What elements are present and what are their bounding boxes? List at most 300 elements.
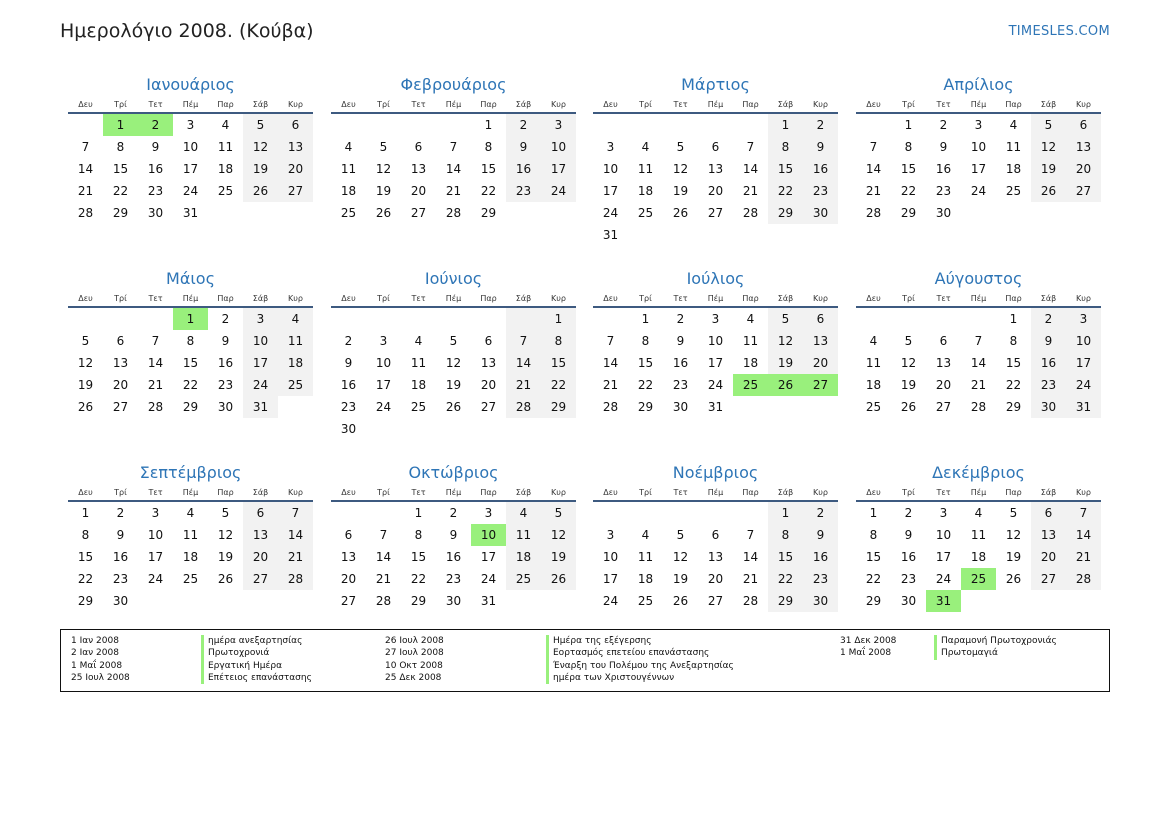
day-cell: 30 (1031, 396, 1066, 418)
day-cell: 12 (375, 162, 392, 176)
weekday-label: Τετ (411, 488, 426, 497)
month-10 (331, 463, 576, 612)
day-cell: 19 (1031, 158, 1066, 180)
empty-cell (103, 308, 138, 330)
empty-cell (733, 396, 768, 418)
day-cell: 2 (803, 114, 838, 136)
empty-cell (856, 114, 891, 136)
calendar-week (593, 224, 838, 246)
month-name: Μάιος (166, 269, 215, 288)
weekday-label: Παρ (217, 294, 234, 303)
empty-cell (1031, 590, 1066, 612)
month-name: Οκτώβριος (408, 463, 499, 482)
weekday-label: Σάβ (252, 488, 269, 497)
day-cell: 15 (182, 356, 199, 370)
day-cell: 10 (147, 528, 164, 542)
day-cell: 17 (602, 572, 619, 586)
day-cell: 22 (768, 568, 803, 590)
day-cell: 20 (410, 184, 427, 198)
legend-date: 26 Ιουλ 2008 (385, 636, 444, 646)
day-cell: 6 (414, 140, 423, 154)
calendar-week (68, 546, 313, 568)
calendar-week (856, 158, 1101, 180)
day-cell: 27 (935, 400, 952, 414)
day-cell: 28 (865, 206, 882, 220)
day-cell: 18 (742, 356, 759, 370)
day-cell: 27 (1031, 568, 1066, 590)
day-cell: 15 (1005, 356, 1022, 370)
day-cell: 4 (344, 140, 353, 154)
day-cell: 28 (742, 206, 759, 220)
calendar-week (331, 330, 576, 352)
day-cell: 9 (221, 334, 230, 348)
weekday-label: Σάβ (777, 294, 794, 303)
empty-cell (68, 308, 103, 330)
weekday-label: Δευ (341, 294, 356, 303)
day-cell: 5 (81, 334, 90, 348)
day-cell: 3 (939, 506, 948, 520)
legend-holiday-name: ημέρα των Χριστουγέννων (546, 672, 734, 684)
day-cell: 4 (414, 334, 423, 348)
day-cell: 29 (1005, 400, 1022, 414)
calendar-week (68, 524, 313, 546)
day-cell: 29 (182, 400, 199, 414)
day-cell: 6 (484, 334, 493, 348)
day-cell: 3 (541, 114, 576, 136)
day-cell: 26 (243, 180, 278, 202)
day-cell: 6 (711, 528, 720, 542)
calendar-week (331, 136, 576, 158)
day-cell: 25 (410, 400, 427, 414)
day-cell: 6 (1031, 502, 1066, 524)
day-cell: 25 (733, 374, 768, 396)
weekday-label: Κυρ (1076, 488, 1091, 497)
day-cell: 7 (606, 334, 615, 348)
day-cell: 5 (768, 308, 803, 330)
day-cell: 13 (278, 136, 313, 158)
month-5 (68, 269, 313, 418)
day-cell: 2 (221, 312, 230, 326)
weekday-label: Σάβ (515, 100, 532, 109)
day-cell: 18 (865, 378, 882, 392)
day-cell: 21 (77, 184, 94, 198)
calendar-week (331, 180, 576, 202)
day-cell: 14 (970, 356, 987, 370)
day-cell: 27 (410, 206, 427, 220)
legend-date: 2 Ιαν 2008 (71, 648, 119, 659)
calendar-week (593, 396, 838, 418)
day-cell: 24 (147, 572, 164, 586)
day-cell: 6 (1066, 114, 1101, 136)
day-cell: 24 (541, 180, 576, 202)
day-cell: 10 (471, 524, 506, 546)
day-cell: 13 (707, 550, 724, 564)
day-cell: 28 (445, 206, 462, 220)
day-cell: 30 (445, 594, 462, 608)
day-cell: 19 (768, 352, 803, 374)
day-cell: 20 (1031, 546, 1066, 568)
day-cell: 1 (173, 308, 208, 330)
day-cell: 13 (803, 330, 838, 352)
weekday-label: Πέμ (445, 488, 462, 497)
calendar-week (68, 396, 313, 418)
day-cell: 9 (803, 524, 838, 546)
day-cell: 4 (974, 506, 983, 520)
day-cell: 10 (707, 334, 724, 348)
weekday-label: Δευ (866, 488, 881, 497)
weekday-label: Κυρ (288, 294, 303, 303)
day-cell: 26 (445, 400, 462, 414)
empty-cell (401, 114, 436, 136)
day-cell: 14 (445, 162, 462, 176)
weekday-label: Τρί (114, 294, 127, 303)
day-cell: 31 (480, 594, 497, 608)
month-1 (68, 75, 313, 224)
month-name: Αύγουστος (934, 269, 1023, 288)
calendar-week (68, 180, 313, 202)
day-cell: 17 (480, 550, 497, 564)
day-cell: 27 (480, 400, 497, 414)
weekday-label: Τρί (902, 488, 915, 497)
day-cell: 8 (768, 524, 803, 546)
day-cell: 2 (1031, 308, 1066, 330)
day-cell: 10 (602, 550, 619, 564)
day-cell: 18 (410, 378, 427, 392)
day-cell: 23 (340, 400, 357, 414)
day-cell: 22 (637, 378, 654, 392)
weekday-label: Τρί (114, 488, 127, 497)
day-cell: 1 (103, 114, 138, 136)
weekday-label: Δευ (78, 488, 93, 497)
day-cell: 21 (970, 378, 987, 392)
empty-cell (278, 396, 313, 418)
legend-holiday-name: Πρωτομαγιά (934, 647, 1057, 659)
day-cell: 25 (278, 374, 313, 396)
weekday-label: Σάβ (777, 488, 794, 497)
legend-holiday-name: ημέρα ανεξαρτησίας (201, 635, 312, 647)
day-cell: 21 (506, 374, 541, 396)
day-cell: 14 (742, 550, 759, 564)
calendar-week (593, 202, 838, 224)
day-cell: 7 (449, 140, 458, 154)
day-cell: 6 (711, 140, 720, 154)
day-cell: 6 (939, 334, 948, 348)
calendar-week (331, 308, 576, 330)
day-cell: 10 (1066, 330, 1101, 352)
calendar-week (68, 352, 313, 374)
day-cell: 26 (77, 400, 94, 414)
day-cell: 5 (676, 528, 685, 542)
day-cell: 4 (221, 118, 230, 132)
day-cell: 22 (865, 572, 882, 586)
day-cell: 23 (803, 568, 838, 590)
day-cell: 14 (375, 550, 392, 564)
day-cell: 8 (768, 136, 803, 158)
day-cell: 12 (1031, 136, 1066, 158)
empty-cell (628, 224, 663, 246)
empty-cell (628, 114, 663, 136)
day-cell: 17 (707, 356, 724, 370)
day-cell: 13 (243, 524, 278, 546)
day-cell: 11 (340, 162, 357, 176)
calendar-week (856, 502, 1101, 524)
calendar-week (331, 590, 576, 612)
day-cell: 20 (935, 378, 952, 392)
day-cell: 14 (506, 352, 541, 374)
day-cell: 16 (340, 378, 357, 392)
weekday-label: Πέμ (707, 488, 724, 497)
calendar-week (856, 136, 1101, 158)
calendar-week (331, 546, 576, 568)
weekday-label: Δευ (603, 100, 618, 109)
day-cell: 29 (900, 206, 917, 220)
day-cell: 6 (116, 334, 125, 348)
day-cell: 17 (182, 162, 199, 176)
day-cell: 24 (182, 184, 199, 198)
weekday-label: Τρί (902, 294, 915, 303)
day-cell: 22 (77, 572, 94, 586)
day-cell: 19 (1005, 550, 1022, 564)
calendar-week (856, 308, 1101, 330)
weekday-label: Σάβ (515, 294, 532, 303)
empty-cell (208, 202, 243, 224)
weekday-label: Σάβ (777, 100, 794, 109)
day-cell: 18 (340, 184, 357, 198)
day-cell: 3 (606, 140, 615, 154)
day-cell: 21 (375, 572, 392, 586)
empty-cell (663, 114, 698, 136)
legend-col2-names (546, 635, 734, 684)
weekday-label: Πέμ (182, 100, 199, 109)
day-cell: 21 (742, 572, 759, 586)
day-cell: 4 (278, 308, 313, 330)
calendar-week (68, 374, 313, 396)
empty-cell (243, 202, 278, 224)
day-cell: 8 (484, 140, 493, 154)
weekday-header (856, 487, 1101, 502)
weekday-label: Παρ (217, 488, 234, 497)
month-2 (331, 75, 576, 224)
day-cell: 10 (375, 356, 392, 370)
day-cell: 12 (768, 330, 803, 352)
day-cell: 2 (676, 312, 685, 326)
calendar-week (331, 418, 576, 440)
calendar-week (331, 352, 576, 374)
site-link[interactable]: TIMESLES.COM (1008, 24, 1110, 39)
empty-cell (506, 308, 541, 330)
day-cell: 18 (182, 550, 199, 564)
day-cell: 20 (1066, 158, 1101, 180)
weekday-header (331, 487, 576, 502)
day-cell: 10 (243, 330, 278, 352)
empty-cell (401, 418, 436, 440)
day-cell: 1 (869, 506, 878, 520)
day-cell: 13 (1066, 136, 1101, 158)
day-cell: 21 (147, 378, 164, 392)
day-cell: 22 (1005, 378, 1022, 392)
calendar-week (331, 502, 576, 524)
calendar-week (68, 502, 313, 524)
legend-date: 31 Δεκ 2008 (840, 636, 897, 646)
day-cell: 28 (77, 206, 94, 220)
day-cell: 2 (904, 506, 913, 520)
day-cell: 24 (707, 378, 724, 392)
day-cell: 22 (768, 180, 803, 202)
weekday-label: Τρί (639, 294, 652, 303)
calendar-week (68, 114, 313, 136)
day-cell: 3 (151, 506, 160, 520)
weekday-label: Τετ (148, 100, 163, 109)
weekday-label: Παρ (742, 488, 759, 497)
day-cell: 7 (379, 528, 388, 542)
calendar-week (593, 114, 838, 136)
day-cell: 17 (935, 550, 952, 564)
day-cell: 9 (151, 140, 160, 154)
day-cell: 14 (742, 162, 759, 176)
legend-holiday-name: Επέτειος επανάστασης (201, 672, 312, 684)
day-cell: 27 (340, 594, 357, 608)
day-cell: 20 (480, 378, 497, 392)
day-cell: 19 (243, 158, 278, 180)
day-cell: 30 (340, 422, 357, 436)
day-cell: 3 (606, 528, 615, 542)
empty-cell (366, 502, 401, 524)
day-cell: 13 (1031, 524, 1066, 546)
day-cell: 25 (637, 206, 654, 220)
weekday-label: Τετ (411, 100, 426, 109)
legend-col1-dates (71, 635, 130, 684)
day-cell: 9 (344, 356, 353, 370)
day-cell: 1 (1009, 312, 1018, 326)
day-cell: 17 (541, 158, 576, 180)
day-cell: 30 (112, 594, 129, 608)
day-cell: 11 (182, 528, 199, 542)
day-cell: 24 (243, 374, 278, 396)
empty-cell (803, 224, 838, 246)
day-cell: 11 (410, 356, 427, 370)
day-cell: 18 (506, 546, 541, 568)
day-cell: 8 (541, 330, 576, 352)
weekday-label: Κυρ (813, 488, 828, 497)
day-cell: 22 (900, 184, 917, 198)
day-cell: 21 (278, 546, 313, 568)
legend-holiday-name: Εορτασμός επετείου επανάστασης (546, 647, 734, 659)
day-cell: 20 (707, 184, 724, 198)
empty-cell (436, 308, 471, 330)
day-cell: 16 (445, 550, 462, 564)
weekday-label: Τρί (902, 100, 915, 109)
calendar-week (68, 590, 313, 612)
day-cell: 14 (147, 356, 164, 370)
weekday-label: Δευ (78, 100, 93, 109)
day-cell: 1 (484, 118, 493, 132)
calendar-week (593, 502, 838, 524)
day-cell: 15 (768, 546, 803, 568)
day-cell: 5 (221, 506, 230, 520)
empty-cell (593, 502, 628, 524)
empty-cell (768, 224, 803, 246)
day-cell: 3 (379, 334, 388, 348)
day-cell: 23 (506, 180, 541, 202)
page-title: Ημερολόγιο 2008. (Κούβα) (60, 20, 314, 42)
day-cell: 19 (672, 572, 689, 586)
day-cell: 5 (379, 140, 388, 154)
weekday-label: Τρί (377, 294, 390, 303)
empty-cell (593, 308, 628, 330)
empty-cell (401, 308, 436, 330)
day-cell: 19 (375, 184, 392, 198)
day-cell: 19 (217, 550, 234, 564)
empty-cell (471, 418, 506, 440)
weekday-label: Δευ (341, 488, 356, 497)
empty-cell (961, 202, 996, 224)
day-cell: 18 (637, 184, 654, 198)
weekday-label: Δευ (341, 100, 356, 109)
day-cell: 17 (375, 378, 392, 392)
empty-cell (506, 418, 541, 440)
day-cell: 12 (541, 524, 576, 546)
day-cell: 29 (768, 202, 803, 224)
day-cell: 26 (1005, 572, 1022, 586)
day-cell: 31 (1066, 396, 1101, 418)
day-cell: 15 (637, 356, 654, 370)
empty-cell (733, 502, 768, 524)
weekday-label: Πέμ (970, 294, 987, 303)
day-cell: 16 (1031, 352, 1066, 374)
weekday-label: Πέμ (445, 100, 462, 109)
weekday-label: Τετ (148, 488, 163, 497)
day-cell: 5 (676, 140, 685, 154)
calendar-week (856, 374, 1101, 396)
day-cell: 12 (672, 550, 689, 564)
day-cell: 19 (900, 378, 917, 392)
weekday-label: Πέμ (707, 294, 724, 303)
day-cell: 13 (410, 162, 427, 176)
day-cell: 14 (865, 162, 882, 176)
day-cell: 20 (340, 572, 357, 586)
empty-cell (541, 590, 576, 612)
day-cell: 29 (410, 594, 427, 608)
calendar-week (68, 308, 313, 330)
empty-cell (698, 114, 733, 136)
weekday-label: Σάβ (1040, 488, 1057, 497)
day-cell: 2 (803, 502, 838, 524)
legend-date: 1 Μαΐ 2008 (840, 648, 892, 659)
day-cell: 1 (81, 506, 90, 520)
empty-cell (436, 418, 471, 440)
legend-holiday-name: Ημέρα της εξέγερσης (546, 635, 734, 647)
calendar-week (856, 330, 1101, 352)
empty-cell (891, 308, 926, 330)
day-cell: 1 (414, 506, 423, 520)
empty-cell (1066, 590, 1101, 612)
empty-cell (803, 396, 838, 418)
day-cell: 27 (707, 594, 724, 608)
day-cell: 4 (869, 334, 878, 348)
day-cell: 26 (900, 400, 917, 414)
day-cell: 26 (768, 374, 803, 396)
day-cell: 9 (1031, 330, 1066, 352)
day-cell: 6 (803, 308, 838, 330)
day-cell: 12 (445, 356, 462, 370)
weekday-label: Παρ (1005, 294, 1022, 303)
calendar-week (68, 568, 313, 590)
empty-cell (331, 114, 366, 136)
day-cell: 25 (182, 572, 199, 586)
calendar-week (68, 330, 313, 352)
legend-holiday-name: Πρωτοχρονιά (201, 647, 312, 659)
empty-cell (68, 114, 103, 136)
